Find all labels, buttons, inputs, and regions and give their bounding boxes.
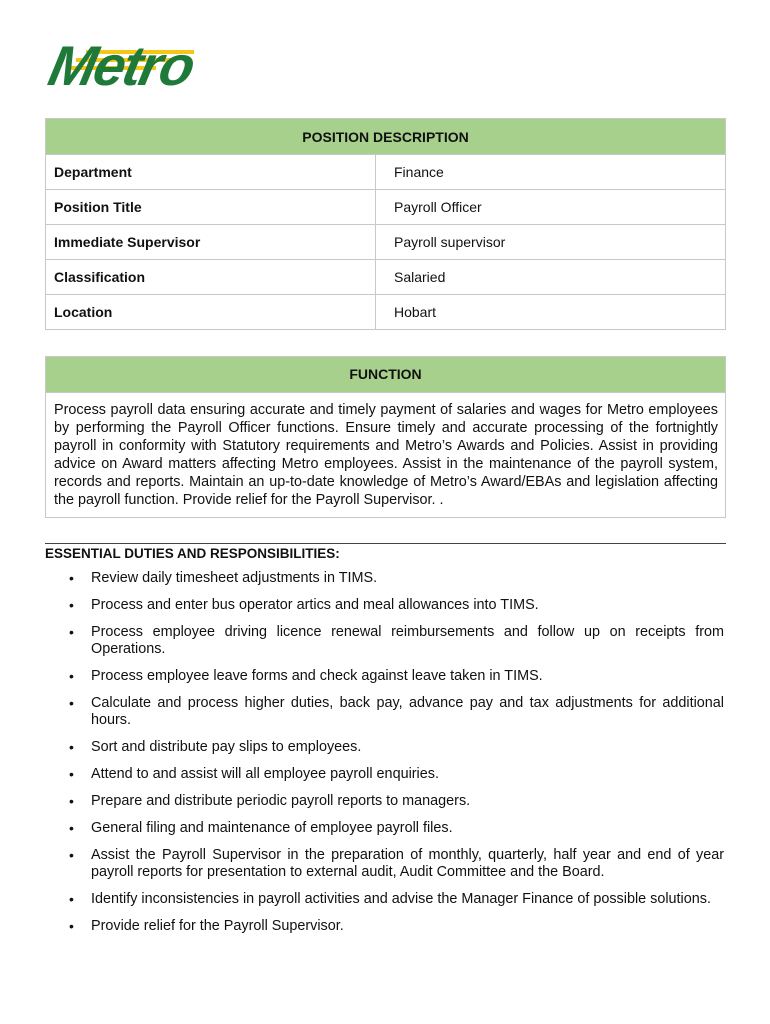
table-row (46, 295, 726, 330)
duty-text: Process employee driving licence renewal reimbursements and follow up on receipts from Operations. (91, 624, 724, 657)
row-label: Department (46, 155, 376, 190)
bullet-icon: • (69, 695, 74, 711)
list-item (45, 668, 726, 685)
bullet-icon: • (69, 793, 74, 809)
bullet-icon: • (69, 820, 74, 836)
duty-text: Review daily timesheet adjustments in TIMS. (91, 570, 378, 586)
duty-text: General filing and maintenance of employee payroll files. (91, 820, 453, 836)
table-row (46, 260, 726, 295)
duty-text: Calculate and process higher duties, back pay, advance pay and tax adjustments for additional hours. (91, 695, 724, 728)
duty-text: Identify inconsistencies in payroll activities and advise the Manager Finance of possible solutions. (91, 891, 711, 907)
logo-wordmark: Metro (43, 34, 200, 97)
table-row (46, 155, 726, 190)
bullet-icon: • (69, 624, 74, 640)
section-divider (45, 543, 726, 544)
position-description-table (45, 118, 726, 330)
table-row (46, 225, 726, 260)
bullet-icon: • (69, 918, 74, 934)
list-item (45, 820, 726, 837)
duty-text: Prepare and distribute periodic payroll reports to managers. (91, 793, 471, 809)
list-item (45, 847, 726, 881)
function-header: FUNCTION (46, 357, 725, 393)
row-label: Location (46, 295, 376, 330)
duty-text: Attend to and assist will all employee payroll enquiries. (91, 766, 439, 782)
row-label: Position Title (46, 190, 376, 225)
row-value: Payroll Officer (376, 190, 726, 225)
duties-heading: ESSENTIAL DUTIES AND RESPONSIBILITIES: (45, 546, 340, 561)
list-item (45, 766, 726, 783)
duty-text: Provide relief for the Payroll Supervisor. (91, 918, 344, 934)
duty-text: Process employee leave forms and check against leave taken in TIMS. (91, 668, 543, 684)
row-value: Finance (376, 155, 726, 190)
duty-text: Process and enter bus operator artics and meal allowances into TIMS. (91, 597, 539, 613)
list-item (45, 570, 726, 587)
duty-text: Sort and distribute pay slips to employees. (91, 739, 362, 755)
duties-list (45, 570, 726, 945)
bullet-icon: • (69, 739, 74, 755)
row-label: Classification (46, 260, 376, 295)
metro-logo (43, 34, 272, 98)
bullet-icon: • (69, 847, 74, 863)
list-item (45, 624, 726, 658)
table-row (46, 190, 726, 225)
list-item (45, 597, 726, 614)
bullet-icon: • (69, 891, 74, 907)
table-header: POSITION DESCRIPTION (46, 119, 726, 155)
list-item (45, 739, 726, 756)
function-text: Process payroll data ensuring accurate and timely payment of salaries and wages for Metro employees by performing the Payroll Officer functions. Ensure timely and accurate processing of the fortnightly payroll in conformity with Statutory requirements and Metro’s Awards and Policies. Assist in providing advice on Award matters affecting Metro employees. Assist in the maintenance of the payroll system, records and reports. Maintain an up-to-date knowledge of Metro’s Award/EBAs and legislation affecting the payroll function. Provide relief for the Payroll Supervisor. . (54, 402, 718, 508)
row-value: Payroll supervisor (376, 225, 726, 260)
duty-text: Assist the Payroll Supervisor in the preparation of monthly, quarterly, half year and end of year payroll reports for presentation to external audit, Audit Committee and the Board. (91, 847, 724, 880)
function-section (45, 356, 726, 518)
bullet-icon: • (69, 570, 74, 586)
bullet-icon: • (69, 668, 74, 684)
row-label: Immediate Supervisor (46, 225, 376, 260)
list-item (45, 918, 726, 935)
list-item (45, 793, 726, 810)
row-value: Salaried (376, 260, 726, 295)
bullet-icon: • (69, 766, 74, 782)
list-item (45, 891, 726, 908)
bullet-icon: • (69, 597, 74, 613)
row-value: Hobart (376, 295, 726, 330)
list-item (45, 695, 726, 729)
